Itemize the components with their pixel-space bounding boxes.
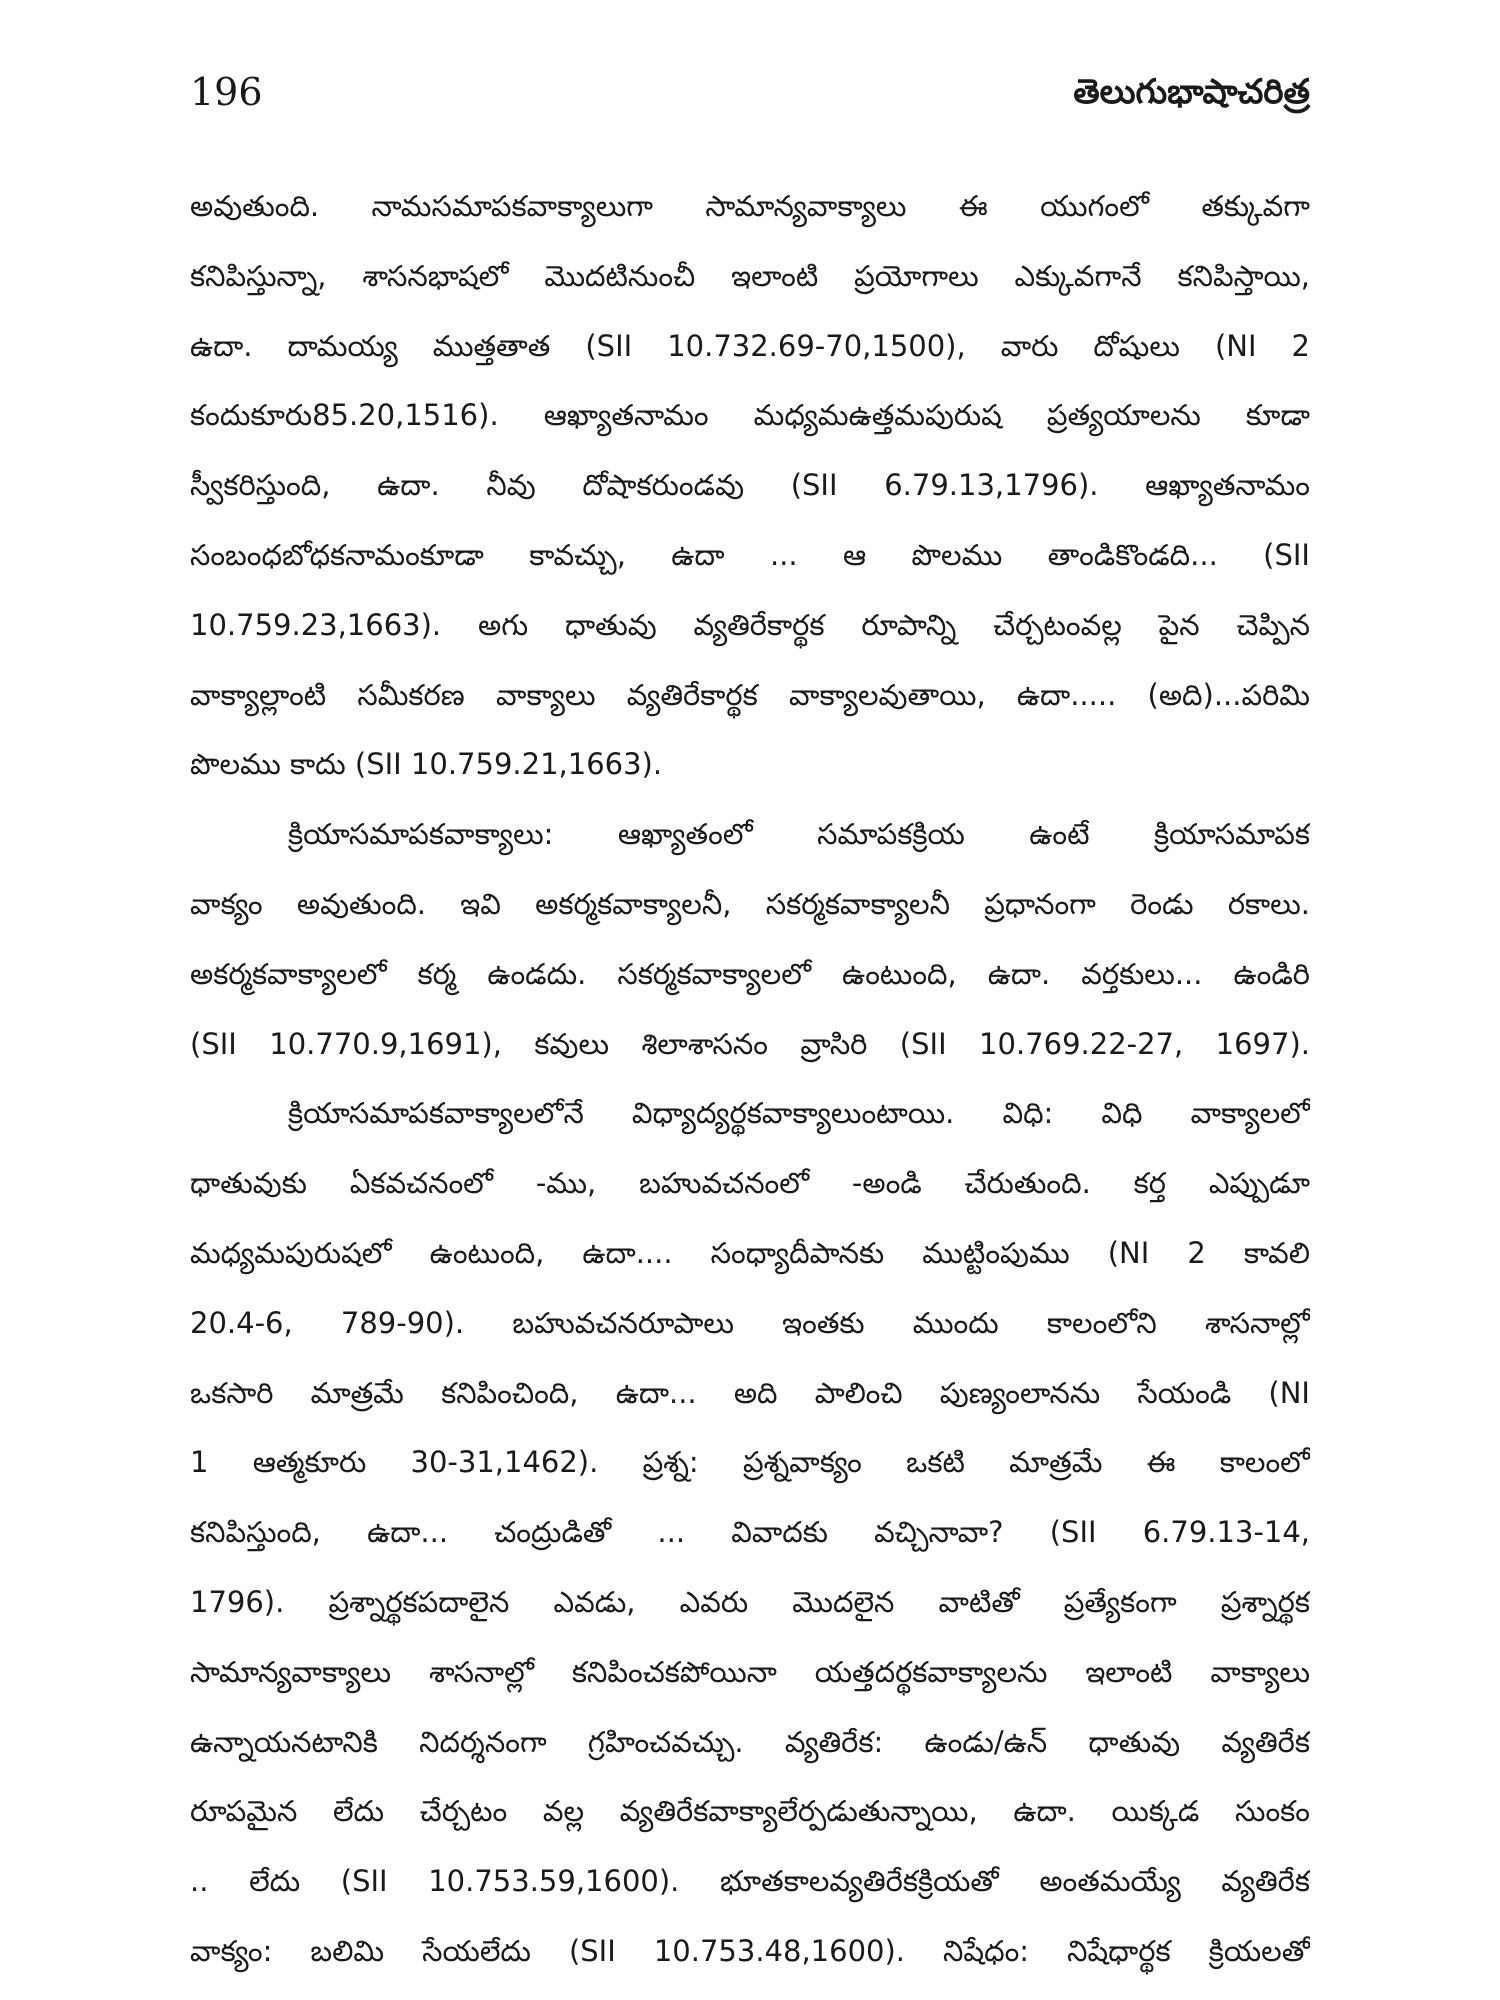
page-number: 196 bbox=[190, 70, 263, 114]
text-line: కనిపిస్తున్నా, శాసనభాషలో మొదటినుంచీ ఇలాంటి ప్రయోగాలు ఎక్కువగానే కనిపిస్తాయి, bbox=[190, 258, 1310, 293]
text-line: మధ్యమపురుషలో ఉంటుంది, ఉదా.... సంధ్యాదీపానకు ముట్టింపుము (NI 2 కావలి bbox=[190, 1235, 1310, 1270]
text-line: వాక్యం: బలిమి సేయలేదు (SII 10.753.48,1600). నిషేధం: నిషేధార్థక క్రియలతో bbox=[190, 1933, 1310, 1968]
body-text bbox=[190, 172, 1310, 1987]
text-line: 10.759.23,1663). అగు ధాతువు వ్యతిరేకార్థక రూపాన్ని చేర్చటంవల్ల పైన చెప్పిన bbox=[190, 607, 1310, 642]
text-line: కందుకూరు85.20,1516). ఆఖ్యాతనామం మధ్యమఉత్తమపురుష ప్రత్యయాలను కూడా bbox=[190, 398, 1310, 433]
text-line: అవుతుంది. నామసమాపకవాక్యాలుగా సామాన్యవాక్యాలు ఈ యుగంలో తక్కువగా bbox=[190, 189, 1310, 223]
text-line: 1796). ప్రశ్నార్థకపదాలైన ఎవడు, ఎవరు మొదలైన వాటితో ప్రత్యేకంగా ప్రశ్నార్థక bbox=[190, 1584, 1310, 1619]
text-line: స్వీకరిస్తుంది, ఉదా. నీవు దోషాకరుండవు (SII 6.79.13,1796). ఆఖ్యాతనామం bbox=[190, 468, 1310, 503]
text-line: పొలము కాదు (SII 10.759.21,1663). bbox=[190, 747, 663, 782]
text-line: సామాన్యవాక్యాలు శాసనాల్లో కనిపించకపోయినా యత్తదర్థకవాక్యాలను ఇలాంటి వాక్యాలు bbox=[190, 1654, 1310, 1689]
text-line: (SII 10.770.9,1691), కవులు శిలాశాసనం వ్రాసిరి (SII 10.769.22-27, 1697). bbox=[190, 1026, 1310, 1061]
text-line: .. లేదు (SII 10.753.59,1600). భూతకాలవ్యతిరేకక్రియతో అంతమయ్యే వ్యతిరేక bbox=[190, 1864, 1310, 1899]
text-line: వాక్యాల్లాంటి సమీకరణ వాక్యాలు వ్యతిరేకార్థక వాక్యాలవుతాయి, ఉదా..... (అది)...పరిమి bbox=[190, 677, 1310, 712]
text-line: అకర్మకవాక్యాలలో కర్మ ఉండదు. సకర్మకవాక్యాలలో ఉంటుంది, ఉదా. వర్తకులు... ఉండిరి bbox=[190, 956, 1310, 991]
running-title: తెలుగుభాషాచరిత్ర bbox=[1073, 72, 1310, 112]
text-line: 1 ఆత్మకూరు 30-31,1462). ప్రశ్న: ప్రశ్నవాక్యం ఒకటి మాత్రమే ఈ కాలంలో bbox=[190, 1445, 1310, 1480]
text-line: ఒకసారి మాత్రమే కనిపించింది, ఉదా... అది పాలించి పుణ్యంలానను సేయండి (NI bbox=[190, 1375, 1310, 1410]
text-line: క్రియాసమాపకవాక్యాలు: ఆఖ్యాతంలో సమాపకక్రియ ఉంటే క్రియాసమాపక bbox=[288, 817, 1310, 852]
text-line: ధాతువుకు ఏకవచనంలో -ము, బహువచనంలో -అండి చేరుతుంది. కర్త ఎప్పుడూ bbox=[190, 1166, 1310, 1201]
text-line: క్రియాసమాపకవాక్యాలలోనే విధ్యాద్యర్థకవాక్యాలుంటాయి. విధి: విధి వాక్యాలలో bbox=[288, 1096, 1310, 1131]
text-line: కనిపిస్తుంది, ఉదా... చంద్రుడితో ... వివాదకు వచ్చినావా? (SII 6.79.13-14, bbox=[190, 1515, 1310, 1550]
text-line: వాక్యం అవుతుంది. ఇవి అకర్మకవాక్యాలనీ, సకర్మకవాక్యాలనీ ప్రధానంగా రెండు రకాలు. bbox=[190, 886, 1310, 921]
text-line: సంబంధబోధకనామంకూడా కావచ్చు, ఉదా ... ఆ పొలము తాండికొండది... (SII bbox=[190, 537, 1310, 572]
text-line: రూపమైన లేదు చేర్చటం వల్ల వ్యతిరేకవాక్యాలేర్పడుతున్నాయి, ఉదా. యిక్కడ సుంకం bbox=[190, 1794, 1310, 1829]
text-line: ఉన్నాయనటానికి నిదర్శనంగా గ్రహించవచ్చు. వ్యతిరేక: ఉండు/ఉన్ ధాతువు వ్యతిరేక bbox=[190, 1724, 1310, 1759]
page-header bbox=[190, 70, 1310, 130]
text-line: 20.4-6, 789-90). బహువచనరూపాలు ఇంతకు ముందు కాలంలోని శాసనాల్లో bbox=[190, 1305, 1310, 1340]
text-line: ఉదా. దామయ్య ముత్తతాత (SII 10.732.69-70,1500), వారు దోషులు (NI 2 bbox=[190, 328, 1310, 363]
